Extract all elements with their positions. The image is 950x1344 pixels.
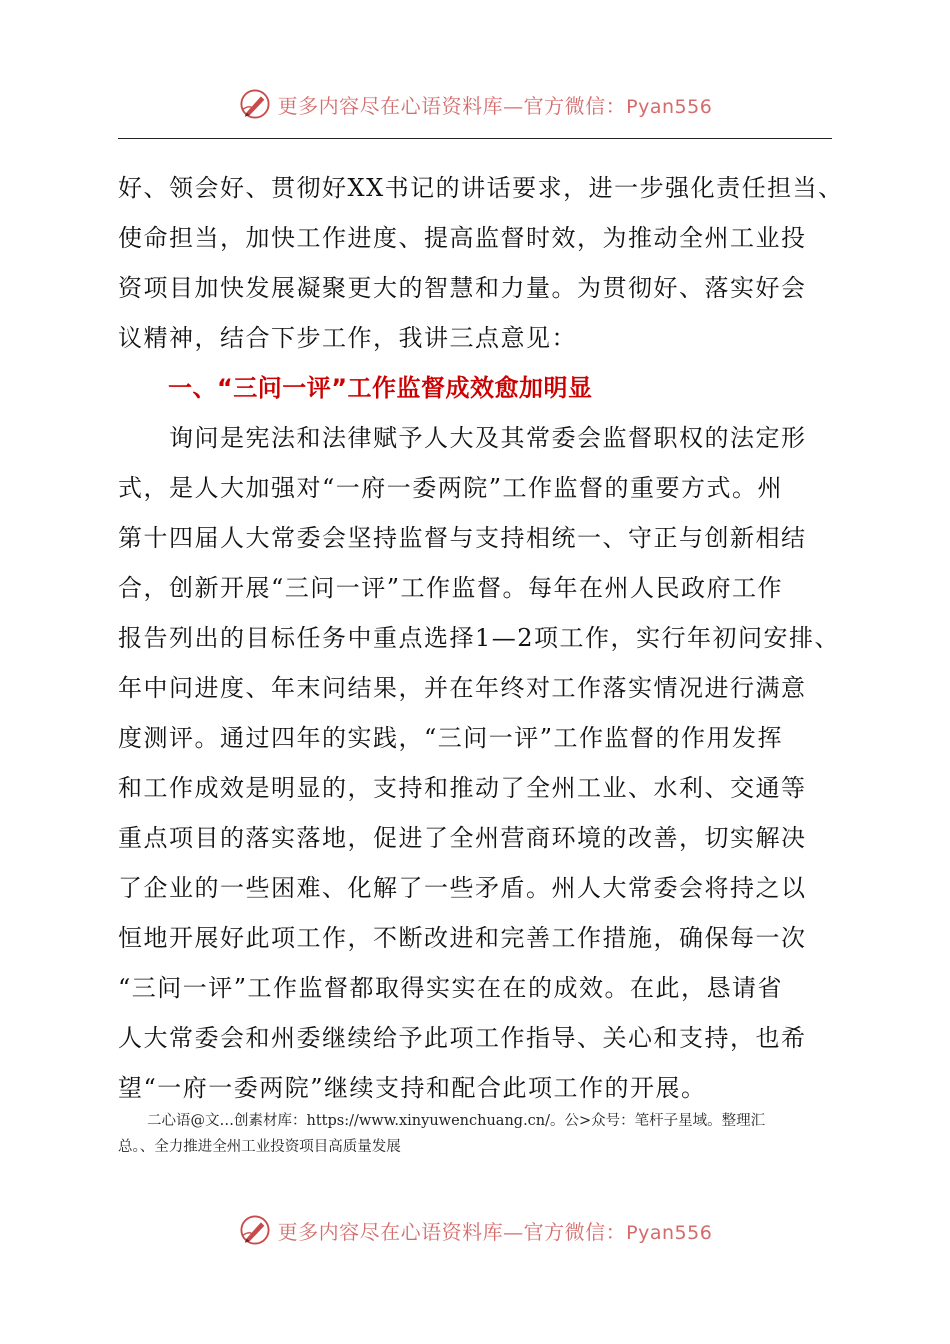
body-line: 使命担当，加快工作进度、提高监督时效，为推动全州工业投 [118, 224, 807, 252]
body-line: 资项目加快发展凝聚更大的智慧和力量。为贯彻好、落实好会 [118, 274, 807, 302]
header-divider [118, 138, 832, 139]
header-banner [0, 84, 950, 124]
body-line: 了企业的一些困难、化解了一些矛盾。州人大常委会将持之以 [118, 874, 807, 902]
body-line: 报告列出的目标任务中重点选择1—2项工作，实行年初问安排、 [118, 624, 841, 652]
body-line: 重点项目的落实落地，促进了全州营商环境的改善，切实解决 [118, 824, 807, 852]
body-line: 询问是宪法和法律赋予人大及其常委会监督职权的法定形 [118, 424, 807, 452]
body-line: “三问一评”工作监督都取得实实在在的成效。在此，恳请省 [118, 974, 784, 1002]
body-line: 度测评。通过四年的实践，“三问一评”工作监督的作用发挥 [118, 724, 784, 752]
body-line: 合，创新开展“三问一评”工作监督。每年在州人民政府工作 [118, 574, 784, 602]
header-banner-text: 更多内容尽在心语资料库—官方微信：Pyan556 [277, 93, 713, 118]
footnote [118, 1108, 838, 1160]
body-line: 第十四届人大常委会坚持监督与支持相统一、守正与创新相结 [118, 524, 807, 552]
body-line: 式，是人大加强对“一府一委两院”工作监督的重要方式。州 [118, 474, 784, 502]
body-line: 议精神，结合下步工作，我讲三点意见： [118, 324, 577, 352]
section-heading: 一、“三问一评”工作监督成效愈加明显 [168, 374, 593, 402]
body-line: 望“一府一委两院”继续支持和配合此项工作的开展。 [118, 1074, 707, 1102]
pen-logo-icon [238, 87, 272, 121]
document-body [118, 163, 844, 1113]
footer-banner [0, 1210, 950, 1250]
footer-banner-account: Pyan556 [626, 1221, 713, 1244]
footnote-line-2: 总。、全力推进全州工业投资项目高质量发展 [118, 1139, 401, 1155]
body-line: 年中问进度、年末问结果，并在年终对工作落实情况进行满意 [118, 674, 807, 702]
body-line: 好、领会好、贯彻好XX书记的讲话要求，进一步强化责任担当、 [118, 174, 844, 202]
footnote-line-1: 二心语@文…创素材库：https://www.xinyuwenchuang.cn/。公>众号：笔杆子星域。整理汇 [118, 1113, 766, 1129]
body-line: 恒地开展好此项工作，不断改进和完善工作措施，确保每一次 [118, 924, 807, 952]
body-line: 和工作成效是明显的，支持和推动了全州工业、水利、交通等 [118, 774, 807, 802]
pen-logo-icon [238, 1213, 272, 1247]
footer-banner-text: 更多内容尽在心语资料库—官方微信：Pyan556 [277, 1219, 713, 1244]
header-banner-account: Pyan556 [626, 95, 713, 118]
body-line: 人大常委会和州委继续给予此项工作指导、关心和支持，也希 [118, 1024, 807, 1052]
